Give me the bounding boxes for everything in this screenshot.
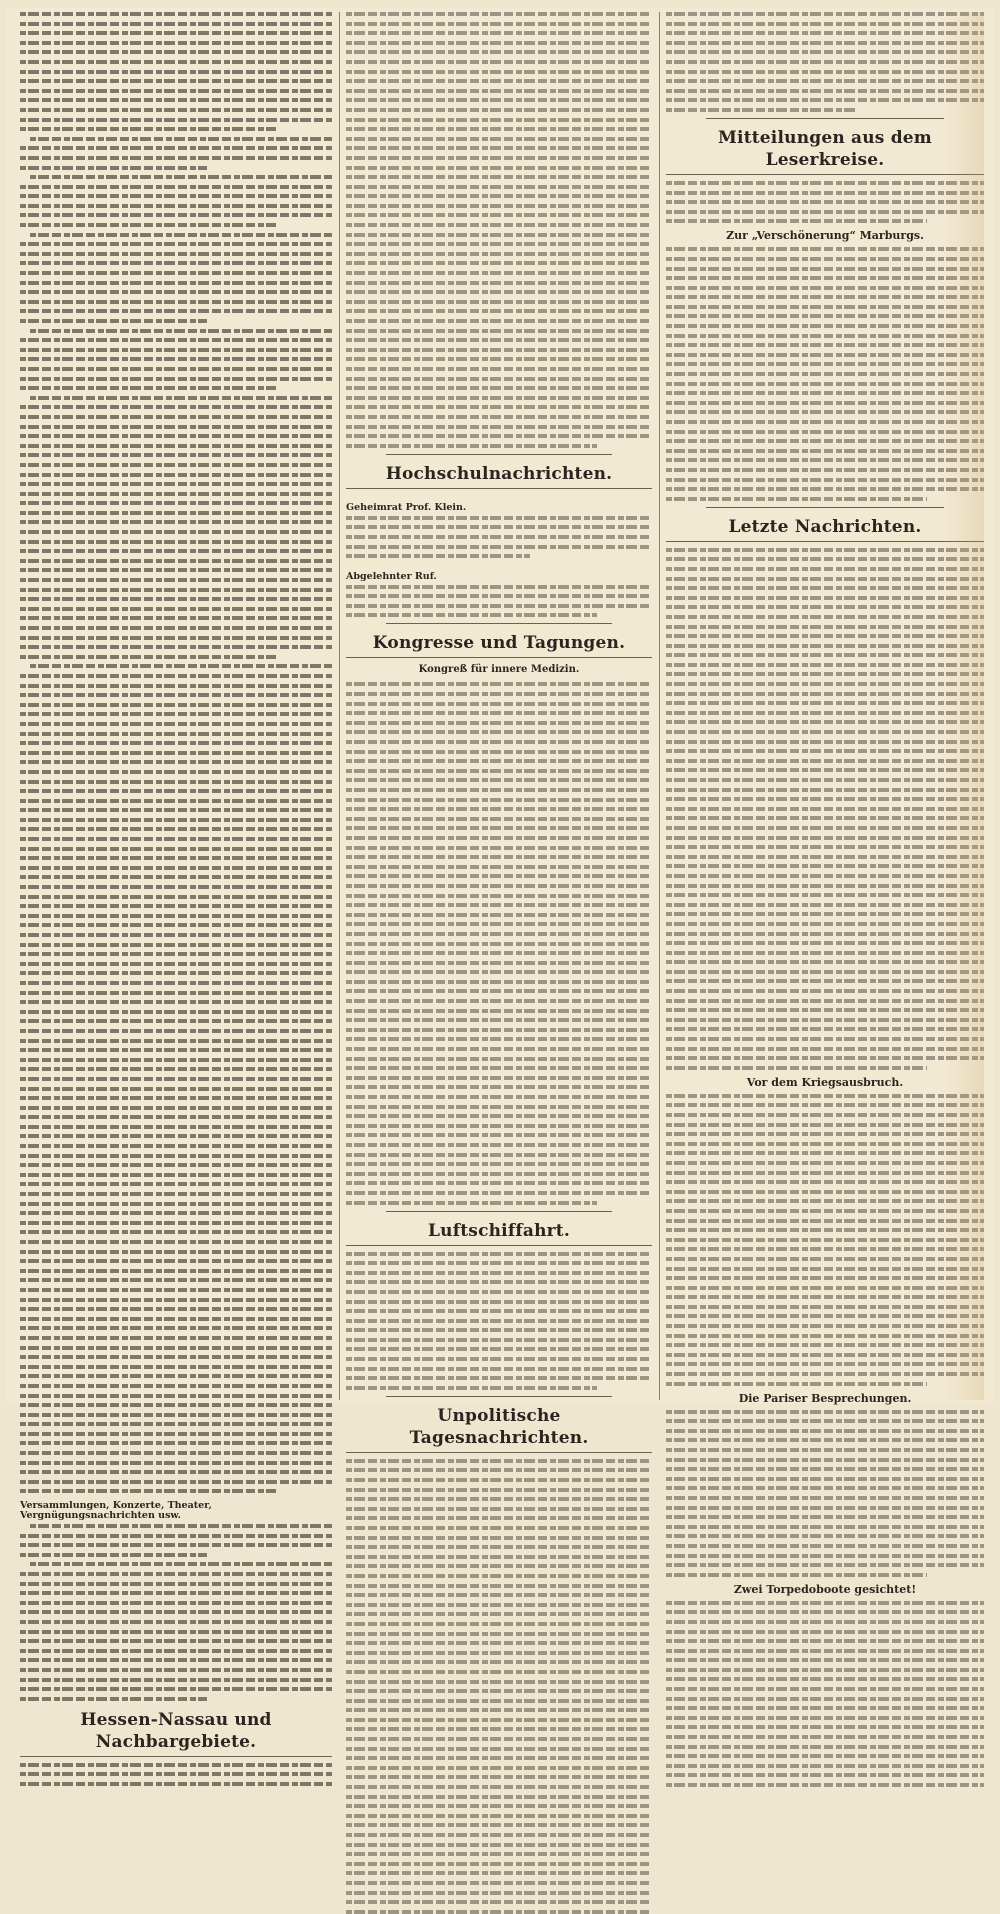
divider	[386, 623, 612, 624]
article-text	[20, 1763, 332, 1786]
article-text	[346, 1252, 652, 1390]
kicker-geheimrat: Geheimrat Prof. Klein.	[346, 501, 467, 513]
kicker-versammlungen: Versammlungen, Konzerte, Theater, Vergnügungsnachrichten usw.	[20, 1500, 212, 1522]
section-heading-unpolitische: Unpolitische Tagesnachrichten.	[346, 1405, 652, 1453]
divider	[706, 118, 944, 119]
article-text	[666, 247, 984, 500]
article-text	[20, 1524, 332, 1701]
divider	[386, 1396, 612, 1397]
article-text	[666, 1410, 984, 1577]
column-middle	[346, 12, 652, 1448]
article-text	[346, 1459, 652, 1914]
divider	[386, 1211, 612, 1212]
section-heading-hochschul: Hochschulnachrichten.	[346, 463, 652, 489]
section-subheading-kongress: Kongreß für innere Medizin.	[418, 664, 580, 676]
divider	[386, 454, 612, 455]
column-right	[666, 12, 984, 1596]
kicker-abgelehnter-ruf: Abgelehnter Ruf.	[346, 570, 437, 582]
column-rule	[659, 12, 660, 1400]
section-heading-kongresse: Kongresse und Tagungen.	[346, 632, 652, 658]
section-heading-letzte: Letzte Nachrichten.	[666, 516, 984, 542]
section-heading-leserkreis: Mitteilungen aus dem Leserkreise.	[666, 127, 984, 175]
article-text	[346, 585, 652, 618]
article-text	[666, 548, 984, 1070]
column-rule	[339, 12, 340, 1400]
newspaper-page	[6, 8, 994, 1752]
article-text	[346, 516, 652, 558]
section-heading-hessen-nassau: Hessen-Nassau und Nachbargebiete.	[20, 1709, 332, 1757]
section-heading-luftschiffahrt: Luftschiffahrt.	[346, 1220, 652, 1246]
section-subheading-verschoenerung: Zur „Verschönerung“ Marburgs.	[726, 229, 924, 243]
article-text	[666, 181, 984, 223]
article-text	[666, 1601, 984, 1787]
article-text	[346, 682, 652, 1204]
section-subheading-pariser: Die Pariser Besprechungen.	[738, 1391, 912, 1405]
article-text	[666, 12, 984, 112]
article-text	[346, 12, 652, 448]
column-left	[20, 12, 332, 1752]
section-subheading-kriegsausbruch: Vor dem Kriegsausbruch.	[746, 1075, 904, 1089]
divider	[706, 507, 944, 508]
section-subheading-torpedoboote: Zwei Torpedoboote gesichtet!	[733, 1582, 917, 1596]
article-text	[666, 1094, 984, 1386]
article-text	[20, 12, 332, 1493]
